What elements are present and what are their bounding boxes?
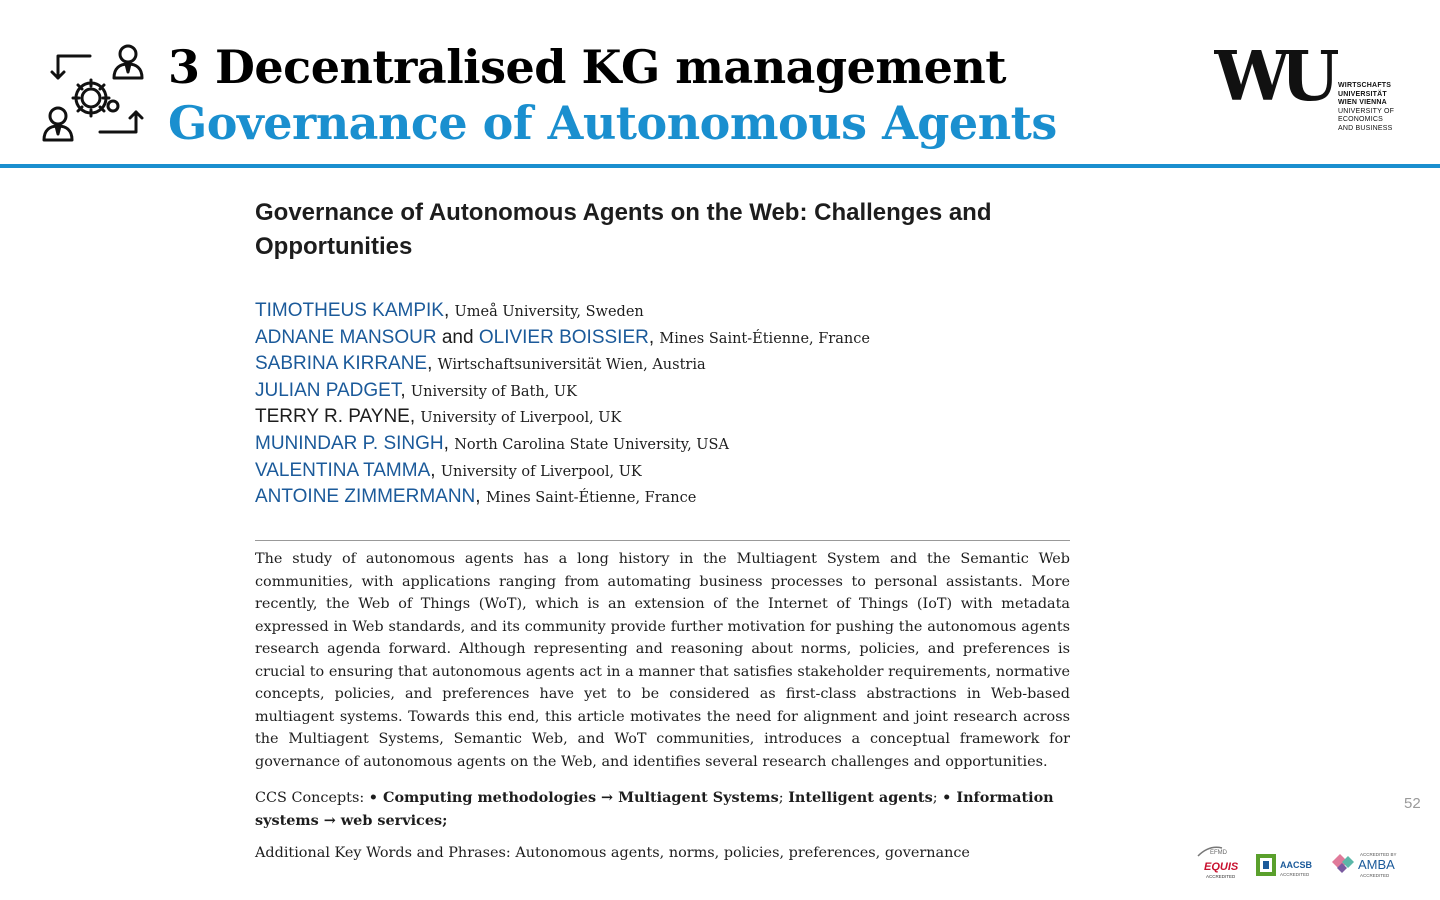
ccs-concepts: CCS Concepts: • Computing methodologies → Multiagent Systems; Intelligent agents; • Information systems → web services; — [255, 789, 1054, 829]
author-name: TERRY R. PAYNE — [255, 406, 410, 428]
svg-text:EQUIS: EQUIS — [1204, 861, 1239, 873]
svg-text:ACCREDITED: ACCREDITED — [1206, 874, 1236, 879]
author-name: JULIAN PADGET — [255, 379, 401, 401]
paper-divider — [255, 540, 1070, 541]
author-row: VALENTINA TAMMA, University of Liverpool, UK — [255, 459, 642, 481]
author-list — [255, 298, 1155, 511]
author-name: ANTOINE ZIMMERMANN — [255, 486, 476, 508]
author-name: VALENTINA TAMMA — [255, 459, 431, 481]
author-row: JULIAN PADGET, University of Bath, UK — [255, 379, 577, 401]
header-divider — [0, 164, 1440, 168]
author-row: ADNANE MANSOUR and OLIVIER BOISSIER, Mines Saint-Étienne, France — [255, 326, 870, 348]
author-name: TIMOTHEUS KAMPIK — [255, 300, 444, 321]
author-row: MUNINDAR P. SINGH, North Carolina State University, USA — [255, 432, 729, 454]
author-row: ANTOINE ZIMMERMANN, Mines Saint-Étienne, France — [255, 486, 697, 508]
amba-logo — [1328, 848, 1404, 880]
author-name: ADNANE MANSOUR — [255, 326, 437, 348]
author-name: MUNINDAR P. SINGH — [255, 432, 444, 454]
wu-logo — [1214, 42, 1404, 146]
svg-text:AACSB: AACSB — [1280, 860, 1313, 870]
svg-text:WU: WU — [1214, 42, 1330, 108]
svg-text:AMBA: AMBA — [1358, 857, 1395, 872]
svg-text:ACCREDITED BY: ACCREDITED BY — [1360, 852, 1397, 857]
author-affiliation: University of Liverpool, UK — [440, 463, 642, 480]
workflow-people-gear-icon — [40, 40, 152, 146]
author-name: OLIVIER BOISSIER — [478, 326, 649, 348]
author-affiliation: University of Bath, UK — [410, 383, 577, 400]
aacsb-logo — [1256, 852, 1322, 880]
paper-keywords: Additional Key Words and Phrases: Autonomous agents, norms, policies, preferences, governance — [255, 845, 970, 861]
svg-text:ACCREDITED: ACCREDITED — [1280, 872, 1310, 877]
svg-text:ACCREDITED: ACCREDITED — [1360, 873, 1390, 878]
wu-logo-text: WIRTSCHAFTS UNIVERSITÄT WIEN VIENNA UNIVERSITY OF ECONOMICS AND BUSINESS — [1338, 82, 1395, 132]
svg-text:EFMD: EFMD — [1210, 850, 1227, 856]
author-row: TERRY R. PAYNE, University of Liverpool, UK — [255, 406, 622, 428]
author-row: TIMOTHEUS KAMPIK, Umeå University, Sweden — [255, 300, 644, 321]
equis-logo — [1192, 842, 1248, 880]
slide-title: 3 Decentralised KG management — [168, 40, 1007, 94]
paper-abstract: The study of autonomous agents has a long history in the Multiagent System and the Semantic Web communities, with applications ranging from automating business processes to personal assistants. More recently, the Web of Things (WoT), which is an extension of the Internet of Things (IoT) with metadata expressed in Web standards, and its community provide further motivation for pushing the autonomous agents research agenda forward. Although representing and reasoning about norms, policies, and preferences is crucial to ensuring that autonomous agents act in a manner that satisfies stakeholder requirements, normative concepts, policies, and preferences have yet to be considered as first-class abstractions in Web-based multiagent systems. Towards this end, this article motivates the need for alignment and joint research across the Multiagent Systems, Semantic Web, and WoT communities, introduces a conceptual framework for governance of autonomous agents on the Web, and identifies several research challenges and opportunities. — [255, 551, 1070, 770]
author-name: SABRINA KIRRANE — [255, 353, 428, 375]
author-row: SABRINA KIRRANE, Wirtschaftsuniversität Wien, Austria — [255, 353, 706, 375]
author-affiliation: Umeå University, Sweden — [454, 304, 644, 320]
slide-subtitle: Governance of Autonomous Agents — [168, 96, 1057, 150]
paper-title: Governance of Autonomous Agents on the Web: Challenges and Opportunities — [255, 199, 992, 260]
author-affiliation: Mines Saint-Étienne, France — [485, 490, 697, 507]
wu-logo-mark — [1214, 42, 1338, 108]
page-number: 52 — [1404, 795, 1421, 812]
author-affiliation: Wirtschaftsuniversität Wien, Austria — [437, 357, 706, 374]
author-affiliation: North Carolina State University, USA — [454, 436, 729, 453]
author-affiliation: Mines Saint-Étienne, France — [659, 330, 870, 347]
author-affiliation: University of Liverpool, UK — [420, 410, 622, 427]
